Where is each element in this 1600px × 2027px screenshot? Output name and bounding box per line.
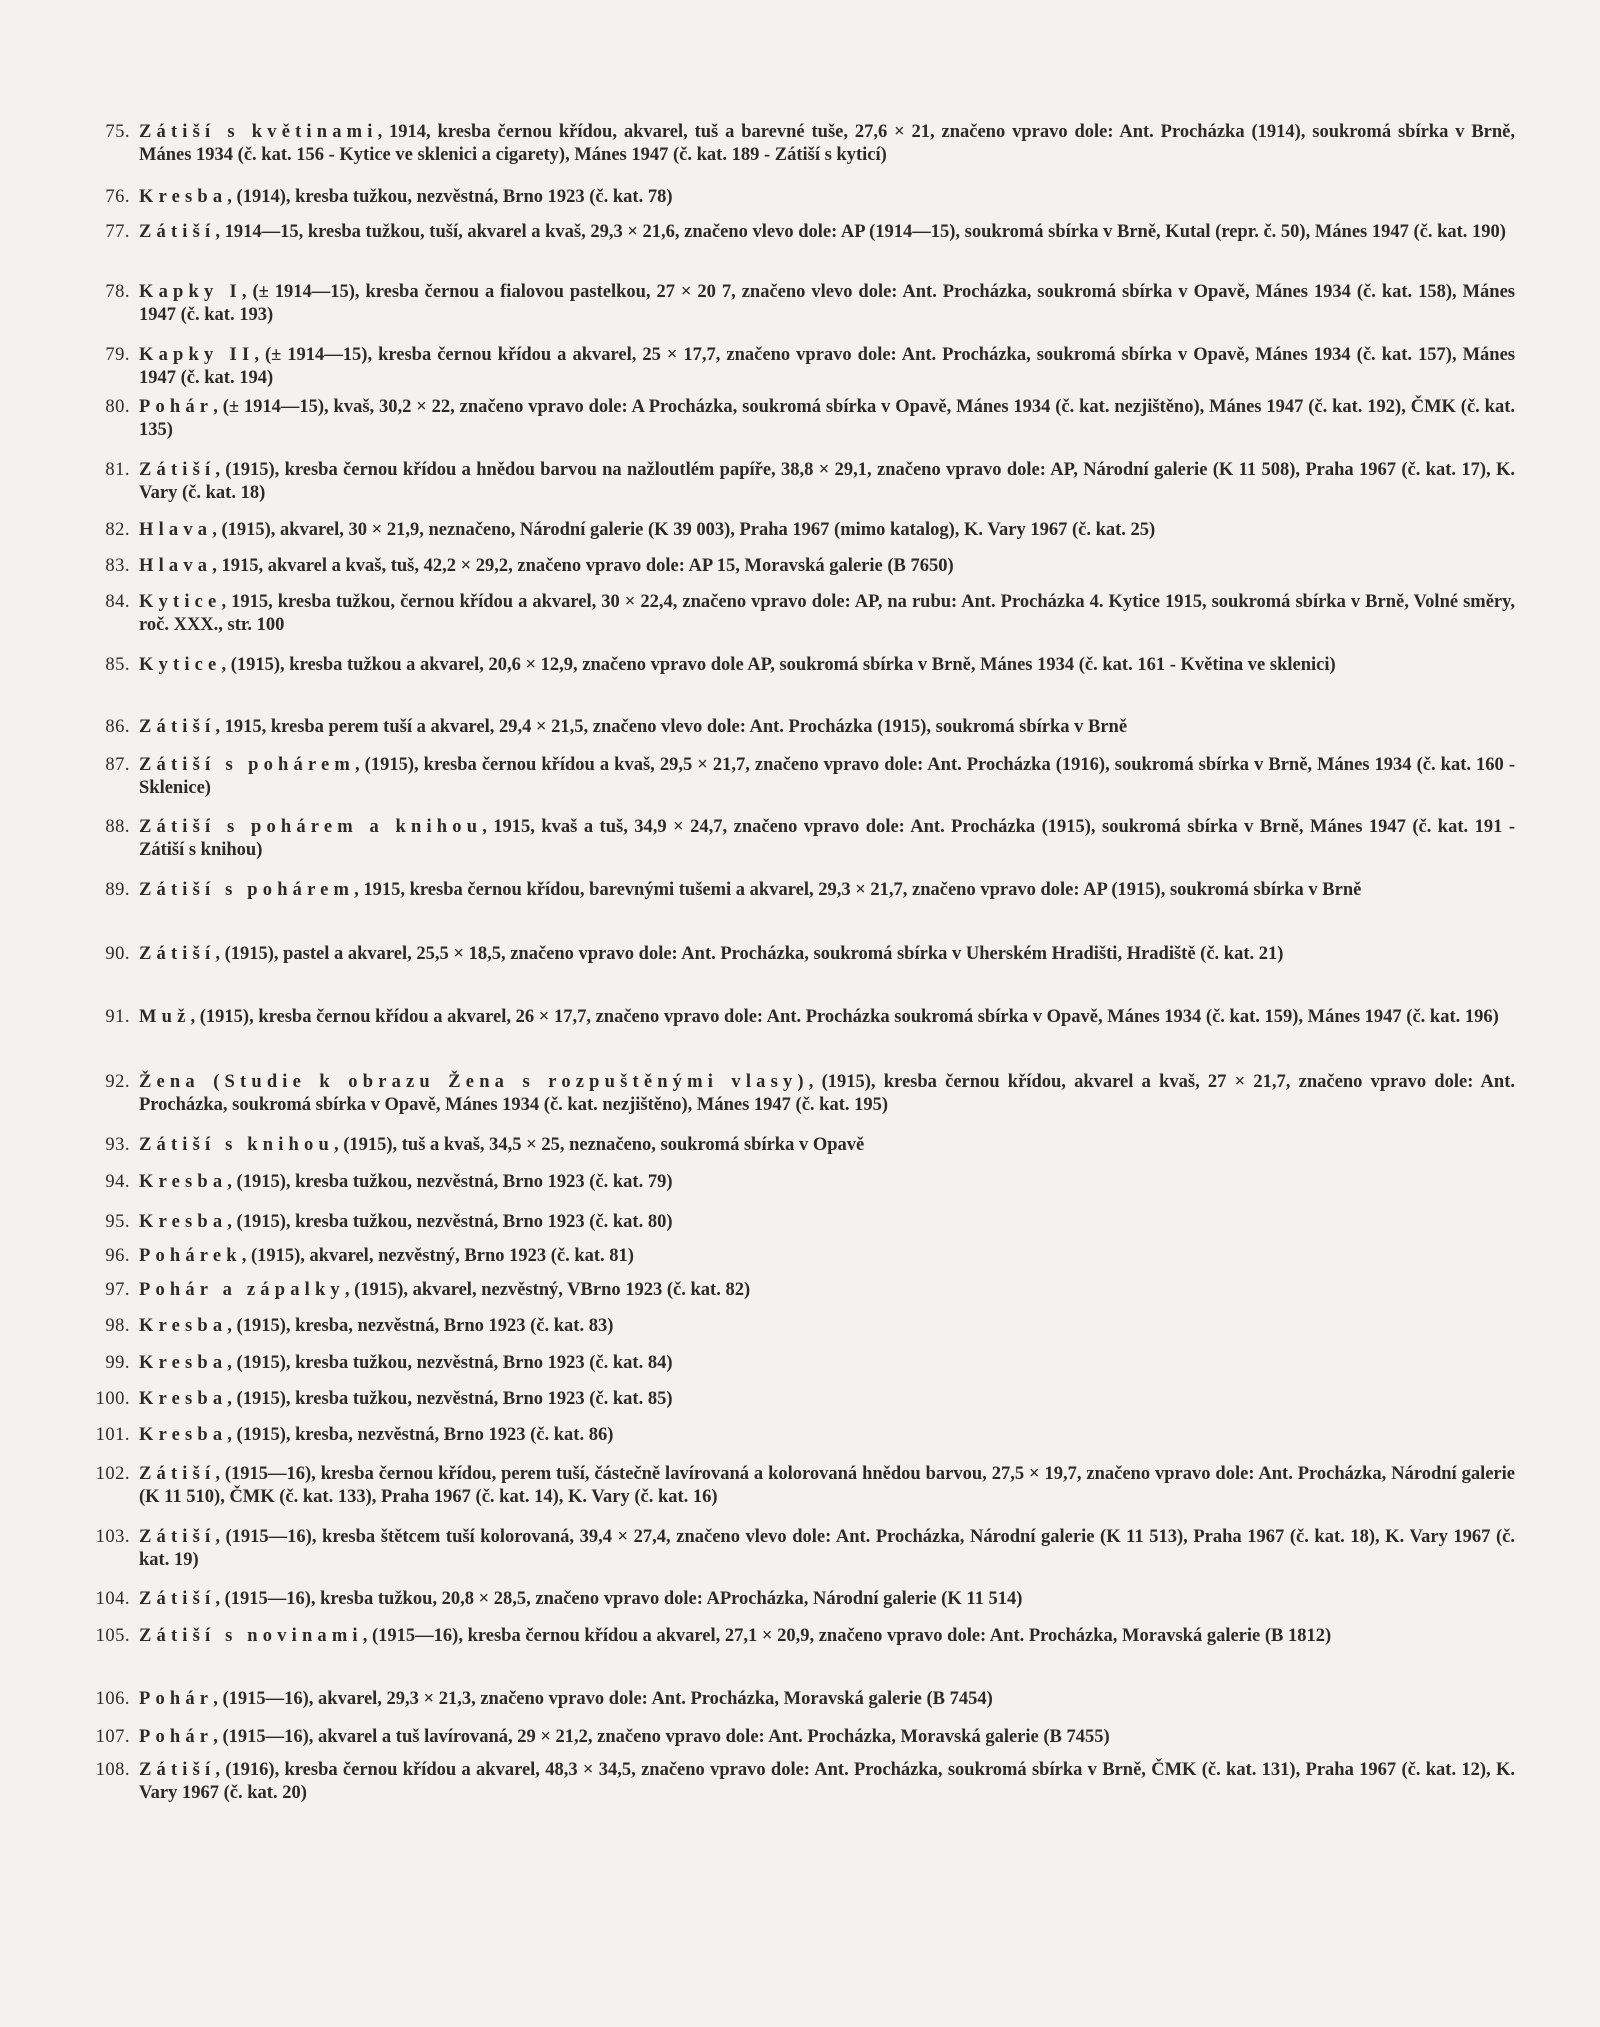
entry-details: , (1915—16), kresba černou křídou a akvarel, 27,1 × 20,9, značeno vpravo dole: Ant. Procházka, Moravská galerie (B 1812) — [362, 1626, 1332, 1646]
entry-text — [139, 1134, 1515, 1157]
entry-title: Kresba — [139, 1425, 228, 1445]
entry-details: , 1915, kvaš a tuš, 34,9 × 24,7, značeno vpravo dole: Ant. Procházka (1915), soukromá sbírka v Brně, Mánes 1947 (č. kat. 191 - Zátiší s knihou) — [139, 817, 1515, 860]
entry-title: Hlava — [139, 520, 213, 540]
entry-number: 89. — [105, 880, 130, 900]
entry-number: 84. — [105, 592, 130, 612]
entry-number: 77. — [105, 222, 130, 242]
entry-details: , (1915), kresba tužkou a akvarel, 20,6 × 12,9, značeno vpravo dole AP, soukromá sbírka v Brně, Mánes 1934 (č. kat. 161 - Květina ve sklenici) — [221, 655, 1336, 675]
entry-text — [139, 1625, 1515, 1648]
entry-title: Zátiší — [139, 222, 216, 242]
entry-title: Pohár — [139, 397, 214, 417]
catalog-entry — [80, 1211, 1515, 1234]
entry-text — [139, 121, 1515, 167]
entry-title: Žena (Studie k obrazu Žena s rozpuštěnými vlasy) — [139, 1072, 809, 1092]
entry-text — [139, 1688, 1515, 1711]
entry-details: , (1915—16), kresba tužkou, 20,8 × 28,5, značeno vpravo dole: AProcházka, Národní galerie (K 11 514) — [215, 1589, 1023, 1609]
entry-text — [139, 344, 1515, 390]
entry-text — [139, 1463, 1515, 1509]
entry-number: 102. — [95, 1464, 130, 1484]
catalog-entry — [80, 654, 1515, 677]
entry-text — [139, 519, 1515, 542]
entry-text — [139, 555, 1515, 578]
entry-title: Pohár — [139, 1727, 214, 1747]
entry-text — [139, 1526, 1515, 1572]
entry-title: Zátiší — [139, 1464, 216, 1484]
catalog-entry — [80, 1726, 1515, 1749]
entry-text — [139, 754, 1515, 800]
entry-text — [139, 943, 1515, 966]
entry-details: , (± 1914—15), kvaš, 30,2 × 22, značeno vpravo dole: A Procházka, soukromá sbírka v Opavě, Mánes 1934 (č. kat. nezjištěno), Mánes 1947 (č. kat. 192), ČMK (č. kat. 135) — [139, 397, 1515, 440]
entry-number: 94. — [105, 1172, 130, 1192]
entry-number: 80. — [105, 397, 130, 417]
entry-number: 92. — [105, 1072, 130, 1092]
entry-text — [139, 1071, 1515, 1117]
entry-text — [139, 1726, 1515, 1749]
entry-details: , (1915), kresba černou křídou a akvarel, 26 × 17,7, značeno vpravo dole: Ant. Procházka soukromá sbírka v Opavě, Mánes 1934 (č. kat. 159), Mánes 1947 (č. kat. 196) — [190, 1007, 1499, 1027]
entry-details: , (1914), kresba tužkou, nezvěstná, Brno 1923 (č. kat. 78) — [227, 187, 673, 207]
entry-title: Kresba — [139, 187, 228, 207]
catalog-entry — [80, 1688, 1515, 1711]
entry-title: Zátiší — [139, 944, 216, 964]
entry-text — [139, 1759, 1515, 1805]
catalog-entry — [80, 459, 1515, 505]
entry-number: 75. — [105, 122, 130, 142]
entry-number: 101. — [95, 1425, 130, 1445]
entry-title: Kresba — [139, 1389, 228, 1409]
entry-number: 76. — [105, 187, 130, 207]
entry-number: 81. — [105, 460, 130, 480]
catalog-entry — [80, 186, 1515, 209]
entry-number: 86. — [105, 717, 130, 737]
entry-details: , (1915), kresba černou křídou a hnědou barvou na nažloutlém papíře, 38,8 × 29,1, značeno vpravo dole: AP, Národní galerie (K 11 508), Praha 1967 (č. kat. 17), K. Vary (č. kat. 18) — [139, 460, 1515, 503]
entry-text — [139, 221, 1515, 244]
entry-details: , (± 1914—15), kresba černou a fialovou pastelkou, 27 × 20 7, značeno vlevo dole: Ant. Procházka, soukromá sbírka v Opavě, Mánes 1934 (č. kat. 158), Mánes 1947 (č. kat. 193) — [139, 282, 1515, 325]
catalog-entry — [80, 1388, 1515, 1411]
entry-text — [139, 1006, 1515, 1029]
entry-number: 90. — [105, 944, 130, 964]
entry-number: 98. — [105, 1316, 130, 1336]
catalog-entry — [80, 1245, 1515, 1268]
entry-text — [139, 1588, 1515, 1611]
catalog-entry — [80, 1424, 1515, 1447]
entry-number: 91. — [105, 1007, 130, 1027]
entry-details: , 1914, kresba černou křídou, akvarel, tuš a barevné tuše, 27,6 × 21, značeno vpravo dole: Ant. Procházka (1914), soukromá sbírka v Brně, Mánes 1934 (č. kat. 156 - Kytice ve sklenici a cigarety), Mánes 1947 (č. kat. 189 - Zátiší s kyticí) — [139, 122, 1516, 165]
entry-title: Pohár — [139, 1689, 214, 1709]
catalog-entry — [80, 344, 1515, 390]
entry-text — [139, 654, 1515, 677]
catalog-entry — [80, 396, 1515, 442]
entry-number: 78. — [105, 282, 130, 302]
entry-title: Pohár a zápalky — [139, 1280, 345, 1300]
entry-number: 97. — [105, 1280, 130, 1300]
entry-text — [139, 1171, 1515, 1194]
entry-details: , (1916), kresba černou křídou a akvarel, 48,3 × 34,5, značeno vpravo dole: Ant. Procházka, soukromá sbírka v Brně, ČMK (č. kat. 131), Praha 1967 (č. kat. 12), K. Vary 1967 (č. kat. 20) — [139, 1760, 1515, 1803]
catalog-entry — [80, 1006, 1515, 1029]
entry-details: , 1915, kresba tužkou, černou křídou a akvarel, 30 × 22,4, značeno vpravo dole: AP, na rubu: Ant. Procházka 4. Kytice 1915, soukromá sbírka v Brně, Volné směry, roč. XXX., str. 100 — [139, 592, 1515, 635]
entry-details: , (1915—16), kresba černou křídou, perem tuší, částečně lavírovaná a kolorovaná hnědou barvou, 27,5 × 19,7, značeno vpravo dole: Ant. Procházka, Národní galerie (K 11 510), ČMK (č. kat. 133), Praha 1967 (č. kat. 14), K. Vary (č. kat. 16) — [139, 1464, 1515, 1507]
entry-text — [139, 1279, 1515, 1302]
entry-details: , (1915), pastel a akvarel, 25,5 × 18,5, značeno vpravo dole: Ant. Procházka, soukromá sbírka v Uherském Hradišti, Hradiště (č. kat. 21) — [215, 944, 1284, 964]
catalog-entry — [80, 879, 1515, 902]
entry-title: Zátiší s knihou — [139, 1135, 334, 1155]
entry-number: 87. — [105, 755, 130, 775]
entry-details: , (1915), kresba tužkou, nezvěstná, Brno 1923 (č. kat. 85) — [227, 1389, 673, 1409]
entry-details: , 1914—15, kresba tužkou, tuší, akvarel a kvaš, 29,3 × 21,6, značeno vlevo dole: AP (1914—15), soukromá sbírka v Brně, Kutal (repr. č. 50), Mánes 1947 (č. kat. 190) — [215, 222, 1506, 242]
catalog-entry — [80, 555, 1515, 578]
entry-title: Zátiší — [139, 1589, 216, 1609]
entry-number: 88. — [105, 817, 130, 837]
entry-text — [139, 816, 1515, 862]
catalog-entry — [80, 1352, 1515, 1375]
catalog-entry — [80, 816, 1515, 862]
entry-details: , (1915), akvarel, 30 × 21,9, neznačeno, Národní galerie (K 39 003), Praha 1967 (mimo katalog), K. Vary 1967 (č. kat. 25) — [212, 520, 1156, 540]
catalog-entry — [80, 1526, 1515, 1572]
catalog-entry — [80, 754, 1515, 800]
catalog-entry — [80, 943, 1515, 966]
entry-number: 96. — [105, 1246, 130, 1266]
entry-title: Zátiší — [139, 1760, 216, 1780]
entry-title: Kytice — [139, 655, 222, 675]
catalog-entry — [80, 1279, 1515, 1302]
entry-text — [139, 716, 1515, 739]
entry-number: 82. — [105, 520, 130, 540]
entry-title: Kresba — [139, 1212, 228, 1232]
entry-details: , 1915, kresba černou křídou, barevnými tušemi a akvarel, 29,3 × 21,7, značeno vpravo dole: AP (1915), soukromá sbírka v Brně — [354, 880, 1362, 900]
entry-number: 104. — [95, 1589, 130, 1609]
entry-title: Zátiší — [139, 1527, 216, 1547]
entry-text — [139, 879, 1515, 902]
entry-number: 107. — [95, 1727, 130, 1747]
entry-title: Muž — [139, 1007, 191, 1027]
entry-title: Pohárek — [139, 1246, 242, 1266]
catalog-entry — [80, 519, 1515, 542]
catalog-entry — [80, 1134, 1515, 1157]
entry-title: Kapky I — [139, 282, 242, 302]
entry-number: 108. — [95, 1760, 130, 1780]
entry-title: Kapky II — [139, 345, 255, 365]
entry-text — [139, 1315, 1515, 1338]
catalog-entry — [80, 1588, 1515, 1611]
catalog-entry — [80, 1759, 1515, 1805]
entry-text — [139, 459, 1515, 505]
entry-title: Kresba — [139, 1316, 228, 1336]
entry-title: Zátiší — [139, 717, 216, 737]
entry-title: Zátiší s pohárem a knihou — [139, 817, 483, 837]
entry-text — [139, 591, 1515, 637]
catalog-entry — [80, 121, 1515, 167]
entry-number: 93. — [105, 1135, 130, 1155]
entry-number: 105. — [95, 1626, 130, 1646]
entry-text — [139, 1352, 1515, 1375]
catalog-entry — [80, 221, 1515, 244]
entry-title: Kytice — [139, 592, 222, 612]
catalog-entry — [80, 591, 1515, 637]
catalog-entry — [80, 281, 1515, 327]
entry-number: 95. — [105, 1212, 130, 1232]
entry-text — [139, 1245, 1515, 1268]
catalog-entry — [80, 1625, 1515, 1648]
catalog-entry — [80, 1171, 1515, 1194]
entry-text — [139, 186, 1515, 209]
entry-number: 79. — [105, 345, 130, 365]
entry-details: , (1915), kresba, nezvěstná, Brno 1923 (č. kat. 86) — [227, 1425, 614, 1445]
catalog-entry — [80, 716, 1515, 739]
entry-details: , 1915, kresba perem tuší a akvarel, 29,4 × 21,5, značeno vlevo dole: Ant. Procházka (1915), soukromá sbírka v Brně — [215, 717, 1128, 737]
entry-details: , (1915—16), akvarel a tuš lavírovaná, 29 × 21,2, značeno vpravo dole: Ant. Procházka, Moravská galerie (B 7455) — [213, 1727, 1110, 1747]
entry-details: , (1915), kresba černou křídou a kvaš, 29,5 × 21,7, značeno vpravo dole: Ant. Procházka (1916), soukromá sbírka v Brně, Mánes 1934 (č. kat. 160 - Sklenice) — [139, 755, 1515, 798]
entry-number: 83. — [105, 556, 130, 576]
entry-title: Zátiší s květinami — [139, 122, 378, 142]
entry-title: Zátiší — [139, 460, 216, 480]
catalog-entry — [80, 1463, 1515, 1509]
entry-number: 106. — [95, 1689, 130, 1709]
entry-text — [139, 1388, 1515, 1411]
entry-details: , (1915—16), akvarel, 29,3 × 21,3, značeno vpravo dole: Ant. Procházka, Moravská galerie (B 7454) — [213, 1689, 993, 1709]
entry-details: , (1915—16), kresba štětcem tuší kolorovaná, 39,4 × 27,4, značeno vlevo dole: Ant. Procházka, Národní galerie (K 11 513), Praha 1967 (č. kat. 18), K. Vary 1967 (č. kat. 19) — [139, 1527, 1515, 1570]
entry-details: , (1915), akvarel, nezvěstný, Brno 1923 (č. kat. 81) — [241, 1246, 634, 1266]
entry-title: Zátiší s pohárem — [139, 880, 355, 900]
entry-text — [139, 1211, 1515, 1234]
entry-text — [139, 281, 1515, 327]
entry-title: Kresba — [139, 1172, 228, 1192]
entry-details: , (± 1914—15), kresba černou křídou a akvarel, 25 × 17,7, značeno vpravo dole: Ant. Procházka, soukromá sbírka v Opavě, Mánes 1934 (č. kat. 157), Mánes 1947 (č. kat. 194) — [139, 345, 1515, 388]
catalog-entry — [80, 1071, 1515, 1117]
entry-details: , (1915), kresba, nezvěstná, Brno 1923 (č. kat. 83) — [227, 1316, 614, 1336]
entry-details: , (1915), akvarel, nezvěstný, VBrno 1923 (č. kat. 82) — [344, 1280, 751, 1300]
entry-details: , (1915), kresba černou křídou, akvarel a kvaš, 27 × 21,7, značeno vpravo dole: Ant. Procházka, soukromá sbírka v Opavě, Mánes 1934 (č. kat. nezjištěno), Mánes 1947 (č. kat. 195) — [139, 1072, 1515, 1115]
entry-title: Zátiší s pohárem — [139, 755, 355, 775]
entry-text — [139, 1424, 1515, 1447]
entry-number: 100. — [95, 1389, 130, 1409]
entry-number: 99. — [105, 1353, 130, 1373]
entry-text — [139, 396, 1515, 442]
entry-details: , (1915), kresba tužkou, nezvěstná, Brno 1923 (č. kat. 84) — [227, 1353, 673, 1373]
entry-number: 85. — [105, 655, 130, 675]
entry-number: 103. — [95, 1527, 130, 1547]
entry-details: , 1915, akvarel a kvaš, tuš, 42,2 × 29,2, značeno vpravo dole: AP 15, Moravská galerie (B 7650) — [212, 556, 954, 576]
entry-details: , (1915), kresba tužkou, nezvěstná, Brno 1923 (č. kat. 80) — [227, 1212, 673, 1232]
entry-details: , (1915), kresba tužkou, nezvěstná, Brno 1923 (č. kat. 79) — [227, 1172, 673, 1192]
entry-details: , (1915), tuš a kvaš, 34,5 × 25, neznačeno, soukromá sbírka v Opavě — [333, 1135, 865, 1155]
entry-title: Kresba — [139, 1353, 228, 1373]
entry-title: Hlava — [139, 556, 213, 576]
entry-title: Zátiší s novinami — [139, 1626, 363, 1646]
catalog-entry — [80, 1315, 1515, 1338]
